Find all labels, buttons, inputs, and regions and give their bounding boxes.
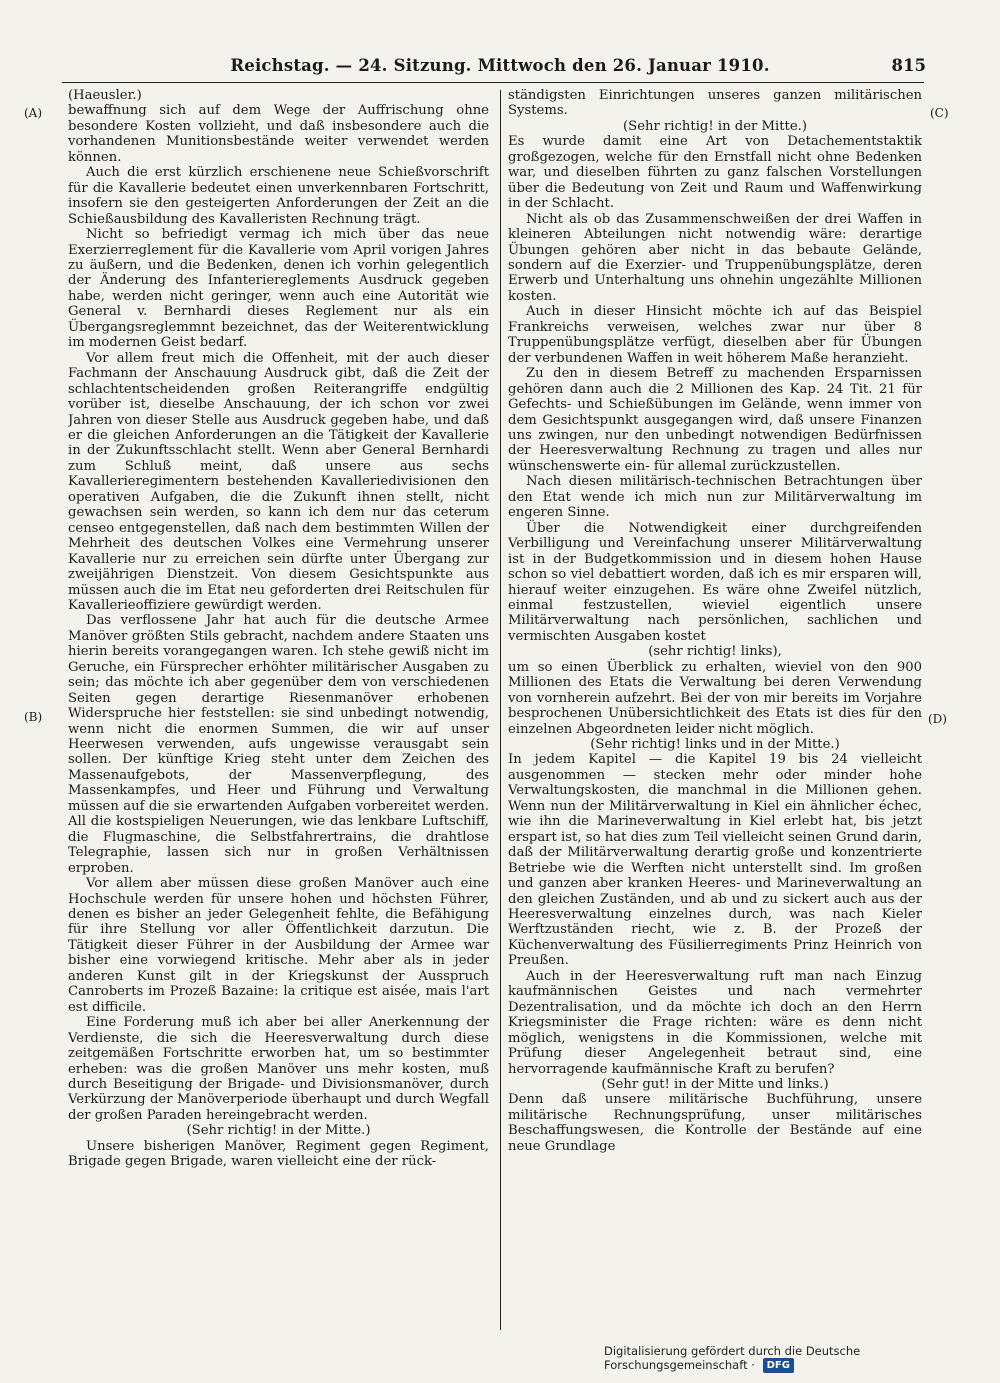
margin-letter-c: (C) [930, 106, 949, 120]
paragraph: Denn daß unsere militärische Buchführung, unsere militärische Rechnungsprüfung, unser militärisches Beschaffungswesen, die Kontrolle der Bestände auf eine neue Grundlage [508, 1092, 922, 1154]
paragraph: In jedem Kapitel — die Kapitel 19 bis 24 vielleicht ausgenommen — stecken mehr oder minder hohe Verwaltungskosten, die manchmal in die Millionen gehen. Wenn nun der Militärverwaltung in Kiel ein ähnlicher échec, wie ihn die Marineverwaltung in Kiel erlebt hat, bis jetzt erspart ist, so hat dies zum Teil vielleicht seinen Grund darin, daß der Militärverwaltung derartig große und konzentrierte Betriebe wie die Werften nicht unterstellt sind. Im großen und ganzen aber kranken Heeres- und Marineverwaltung an den gleichen Zuständen, und ab und zu sickert auch aus der Heeresverwaltung einzelnes durch, was nach Kieler Werftzuständen riecht, wie z. B. der Prozeß der Küchenverwaltung des Füsilierregiments Prinz Heinrich von Preußen. [508, 752, 922, 969]
paragraph: Vor allem freut mich die Offenheit, mit der auch dieser Fachmann der Anschauung Ausdruck gibt, daß die Zeit der schlachtentscheidenden großen Reiterangriffe endgültig vorüber ist, dieselbe Anschauung, der ich schon vor zwei Jahren von dieser Stelle aus Ausdruck gegeben habe, und daß er die gleichen Anforderungen an die Tätigkeit der Kavallerie in der Zukunftsschlacht stellt. Wenn aber General Bernhardi zum Schluß meint, daß unsere aus sechs Kavallerieregimentern bestehenden Kavalleriedivisionen den operativen Aufgaben, die die Zukunft ihnen stellt, nicht gewachsen sein werden, so kann ich dem nur das ceterum censeo entgegenstellen, daß nach dem bestimmten Willen der Mehrheit des deutschen Volkes eine Vermehrung unserer Kavallerie nur zu erreichen sein dürfte unter Übergang zur zweijährigen Dienstzeit. Von diesem Gesichtspunkte aus müssen auch die im Etat neu geforderten drei Reitschulen für Kavallerieoffiziere gewürdigt werden. [68, 350, 489, 613]
digitization-footer [604, 1344, 1000, 1372]
margin-letter-b: (B) [24, 710, 43, 724]
paragraph: Nicht so befriedigt vermag ich mich über das neue Exerzierreglement für die Kavallerie vom April vorigen Jahres zu äußern, und die Bedenken, denen ich vorhin gelegentlich der Änderung des Infanteriereglements Ausdruck gegeben habe, werden nicht geringer, wenn auch eine Autorität wie General v. Bernhardi dieses Reglement nur als ein Übergangsreglemmnt bezeichnet, das der Weiterentwicklung im modernen Geist bedarf. [68, 227, 489, 351]
paragraph: Auch in dieser Hinsicht möchte ich auf das Beispiel Frankreichs verweisen, welches zwar nur über 8 Truppenübungsplätze verfügt, dieselben aber für Übungen der verbundenen Waffen in weit höherem Maße heranzieht. [508, 304, 922, 366]
header-title: Reichstag. — 24. Sitzung. Mittwoch den 26. Januar 1910. [230, 56, 770, 75]
paragraph: Eine Forderung muß ich aber bei aller Anerkennung der Verdienste, die sich die Heeresverwaltung durch diese zeitgemäßen Fortschritte erworben hat, um so bestimmter erheben: was die großen Manöver uns mehr kosten, muß durch Beseitigung der Brigade- und Divisionsmanöver, durch Verkürzung der Manöverperiode überhaupt und durch Wegfall der großen Paraden hereingebracht werden. [68, 1015, 489, 1123]
paragraph: Vor allem aber müssen diese großen Manöver auch eine Hochschule werden für unsere hohen und höchsten Führer, denen es bisher an jeder Gelegenheit fehlte, die Befähigung für ihre Stellung vor aller Öffentlichkeit darzutun. Die Tätigkeit dieser Führer in der Ausbildung der Armee war bisher eine vorwiegend kritische. Mehr aber als in jeder anderen Kunst gilt in der Kriegskunst der Ausspruch Canroberts im Prozeß Bazaine: la critique est aisée, mais l'art est difficile. [68, 876, 489, 1015]
interjection: (Sehr gut! in der Mitte und links.) [601, 1077, 829, 1092]
paragraph: Das verflossene Jahr hat auch für die deutsche Armee Manöver größten Stils gebracht, nachdem andere Staaten uns hierin bereits vorangegangen waren. Ich stehe gewiß nicht im Geruche, ein Fürsprecher erhöhter militärischer Ausgaben zu sein; das möchte ich aber gegenüber dem von verschiedenen Seiten gegen derartige Riesenmanöver erhobenen Widerspruche hier feststellen: sie sind unbedingt notwendig, wenn nicht die enormen Summen, die wir auf unser Heerwesen verwenden, aufs ungewisse verausgabt sein sollen. Der künftige Krieg steht unter dem Zeichen des Massenaufgebots, der Massenverpflegung, des Massenkampfes, und Heer und Führung und Verwaltung müssen auf die sie erwartenden Aufgaben vorbereitet werden. All die kostspieligen Neuerungen, wie das lenkbare Luftschiff, die Flugmaschine, die Selbstfahrertrains, die drahtlose Telegraphie, lassen sich nur in großen Verhältnissen erproben. [68, 613, 489, 876]
paragraph: Es wurde damit eine Art von Detachementstaktik großgezogen, welche für den Ernstfall nicht ohne Bedenken war, und dieselben führten zu ganz falschen Vorstellungen über die Bedeutung von Zeit und Raum und Waffenwirkung in der Schlacht. [508, 134, 922, 212]
interjection: (Sehr richtig! in der Mitte.) [186, 1123, 371, 1139]
page-number: 815 [891, 56, 926, 75]
paragraph: Nicht als ob das Zusammenschweißen der drei Waffen in kleineren Abteilungen nicht notwendig wäre: derartige Übungen gehören aber nicht in das bebaute Gelände, sondern auf die Exerzier- und Truppenübungsplätze, deren Erwerb und Unterhaltung uns ohnehin ungezählte Millionen kosten. [508, 211, 922, 304]
speaker-name: (Haeusler.) [68, 88, 142, 103]
dfg-logo: DFG [763, 1358, 794, 1373]
header-rule [62, 82, 924, 83]
left-column [68, 88, 489, 1340]
right-column [508, 88, 922, 1340]
paragraph: Auch die erst kürzlich erschienene neue Schießvorschrift für die Kavallerie bedeutet einen unverkennbaren Fortschritt, insofern sie den gesteigerten Anforderungen der Zeit an die Schießausbildung des Kavalleristen Rechnung trägt. [68, 165, 489, 227]
paragraph: Auch in der Heeresverwaltung ruft man nach Einzug kaufmännischen Geistes und nach vermehrter Dezentralisation, und da möchte ich doch an den Herrn Kriegsminister die Frage richten: wäre es denn nicht möglich, wenigstens in die Kommissionen, welche mit Prüfung dieser Angelegenheit betraut sind, eine hervorragende kaufmännische Kraft zu berufen? [508, 968, 922, 1077]
interjection: (sehr richtig! links), [648, 644, 782, 660]
paragraph: ständigsten Einrichtungen unseres ganzen militärischen Systems. [508, 88, 922, 119]
margin-letter-d: (D) [928, 712, 947, 726]
paragraph: Über die Notwendigkeit einer durchgreifenden Verbilligung und Vereinfachung unserer Militärverwaltung ist in der Budgetkommission und in diesem hohen Hause schon so viel debattiert worden, daß ich es mir ersparen will, hierauf weiter einzugehen. Es wäre ohne Zweifel nützlich, einmal festzustellen, wieviel eigentlich unsere Militärverwaltung nach persönlichen, sachlichen und vermischten Ausgaben kostet [508, 520, 922, 644]
paragraph: um so einen Überblick zu erhalten, wieviel von den 900 Millionen des Etats die Verwaltung bei deren Verwendung von vornherein aufzehrt. Bei der von mir bereits im Vorjahre besprochenen Unübersichtlichkeit des Etats ist dies für den einzelnen Abgeordneten leider nicht möglich. [508, 659, 922, 737]
paragraph: bewaffnung sich auf dem Wege der Auffrischung ohne besondere Kosten vollzieht, und daß insbesondere auch die vorhandenen Munitionsbestände weiter verwendet werden können. [68, 103, 489, 165]
margin-letter-a: (A) [24, 106, 43, 120]
interjection: (Sehr richtig! in der Mitte.) [623, 118, 807, 134]
page-header [60, 56, 940, 80]
paragraph: Unsere bisherigen Manöver, Regiment gegen Regiment, Brigade gegen Brigade, waren vielleicht eine der rück- [68, 1138, 489, 1170]
paragraph: Zu den in diesem Betreff zu machenden Ersparnissen gehören dann auch die 2 Millionen des Kap. 24 Tit. 21 für Gefechts- und Schießübungen im Gelände, wenn immer von dem Gesichtspunkt ausgegangen wird, daß unsere Finanzen uns zwingen, nur den unbedingt notwendigen Bedürfnissen der Heeresverwaltung Rechnung zu tragen und alles nur wünschenswerte ein- für allemal zurückzustellen. [508, 366, 922, 474]
interjection: (Sehr richtig! links und in der Mitte.) [590, 737, 840, 753]
column-divider [500, 90, 501, 1330]
paragraph: Nach diesen militärisch-technischen Betrachtungen über den Etat wende ich mich nun zur Militärverwaltung im engeren Sinne. [508, 474, 922, 521]
footer-text: Digitalisierung gefördert durch die Deutsche Forschungsgemeinschaft · [604, 1344, 861, 1372]
